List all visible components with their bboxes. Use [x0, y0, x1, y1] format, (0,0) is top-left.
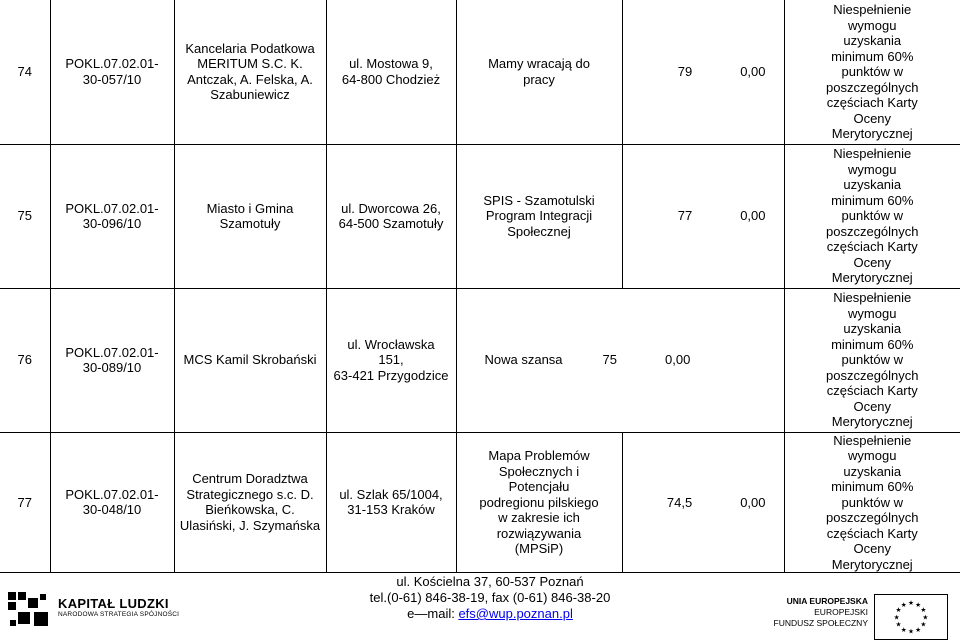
applicant-address — [326, 288, 456, 432]
points-value: 74,5 — [666, 494, 693, 510]
project-title — [456, 432, 622, 573]
eu-logo — [760, 594, 956, 642]
kapital-ludzki-title: KAPITAŁ LUDZKI — [58, 596, 169, 611]
kapital-ludzki-subtitle: NARODOWA STRATEGIA SPÓJNOŚCI — [58, 611, 180, 618]
project-title-line: Społecznej — [507, 223, 571, 239]
applicant-address-line: 31-153 Kraków — [347, 502, 435, 518]
project-title-line: SPIS - Szamotulski — [483, 192, 595, 208]
rejection-reason-line: poszczególnych — [826, 367, 919, 383]
project-code-line: 30-048/10 — [82, 502, 142, 518]
applicant-address-line: 151, — [378, 352, 404, 368]
row-number: 76 — [0, 288, 50, 432]
eu-star-icon: ★ — [893, 614, 900, 622]
project-title — [456, 144, 622, 288]
rejection-reason — [784, 0, 960, 144]
project-title-line: Mamy wracają do — [488, 56, 590, 72]
rejection-reason-line: Oceny — [853, 541, 892, 556]
amount-value: 0,00 — [740, 208, 766, 224]
rejection-reason-line: uzyskania — [843, 463, 902, 479]
eu-flag-icon — [874, 594, 948, 640]
rejection-reason-line: punktów w — [841, 208, 903, 224]
applicant-name-line: Szabuniewicz — [210, 87, 290, 103]
eu-star-icon: ★ — [900, 626, 907, 634]
applicant-name — [174, 144, 326, 288]
email-line — [300, 606, 680, 622]
applicant-name — [174, 432, 326, 573]
rejection-reason-line: częściach Karty — [826, 525, 918, 541]
rejection-reason — [784, 432, 960, 573]
applicant-name — [174, 0, 326, 144]
rejection-reason-line: Oceny — [853, 398, 892, 414]
project-code-line: 30-057/10 — [82, 71, 142, 87]
project-title-line: Program Integracji — [485, 208, 593, 224]
rejection-reason-line: minimum 60% — [831, 336, 914, 352]
project-code-line: 30-089/10 — [82, 360, 142, 375]
table-row — [0, 432, 960, 573]
applicant-address-line: 64-800 Chodzież — [341, 71, 441, 87]
applicant-address — [326, 432, 456, 573]
rejection-reason — [784, 144, 960, 288]
email-label: e—mail: — [407, 606, 459, 621]
eu-star-icon: ★ — [908, 600, 914, 608]
rejection-reason-line: wymogu — [848, 17, 897, 33]
project-code-line: 30-096/10 — [82, 216, 142, 231]
points-amount — [622, 432, 784, 573]
project-title-line: Mapa Problemów — [488, 448, 590, 463]
project-title-line: pracy — [523, 71, 555, 87]
rejection-reason-line: Oceny — [853, 254, 892, 270]
phone-fax: tel.(0-61) 846-38-19, fax (0-61) 846-38-20 — [369, 590, 611, 605]
rejection-reason-line: poszczególnych — [826, 510, 919, 525]
rejection-reason-line: wymogu — [848, 448, 897, 463]
applicant-name-line: MCS Kamil Skrobański — [183, 352, 317, 368]
eu-star-icon: ★ — [922, 614, 929, 622]
applicant-name-line: Kancelaria Podatkowa — [185, 40, 315, 56]
rejection-reason-line: punktów w — [841, 352, 903, 368]
row-number: 75 — [0, 144, 50, 288]
applicant-name-line: Antczak, A. Felska, A. — [187, 71, 313, 87]
rejection-reason-line: Niespełnienie — [833, 290, 912, 306]
street-address: ul. Kościelna 37, 60-537 Poznań — [396, 574, 584, 589]
applicant-address-line: 64-500 Szamotuły — [338, 216, 444, 231]
amount-value: 0,00 — [740, 494, 766, 510]
applicant-address-line: ul. Szlak 65/1004, — [339, 486, 443, 502]
eu-logo-line-3: FUNDUSZ SPOŁECZNY — [773, 618, 868, 628]
applicant-address-line: ul. Wrocławska — [347, 336, 435, 352]
project-title-line: (MPSiP) — [514, 541, 564, 556]
rejection-reason-line: Merytorycznej — [831, 270, 913, 286]
project-title — [456, 0, 622, 144]
project-title-line: Społecznych i — [498, 463, 580, 479]
rejection-reason-line: Niespełnienie — [833, 146, 912, 162]
contact-address — [300, 574, 680, 622]
rejection-reason-line: minimum 60% — [831, 48, 914, 64]
project-code — [50, 144, 174, 288]
project-code-line: POKL.07.02.01- — [65, 200, 159, 216]
table-row — [0, 144, 960, 288]
applicant-address — [326, 0, 456, 144]
applicant-name-line: MERITUM S.C. K. — [197, 56, 303, 72]
kapital-ludzki-logo — [6, 590, 186, 638]
eu-star-icon: ★ — [908, 628, 914, 636]
email-link[interactable]: efs@wup.poznan.pl — [458, 606, 573, 621]
rejection-reason-line: częściach Karty — [826, 239, 918, 255]
eu-star-icon: ★ — [900, 601, 907, 609]
rejection-reason-line: częściach Karty — [826, 95, 918, 110]
rejection-reason-line: minimum 60% — [831, 479, 914, 494]
applicant-address-line: 63-421 Przygodzice — [333, 367, 449, 383]
applicant-address-line: ul. Mostowa 9, — [349, 56, 433, 72]
rejection-reason-line: punktów w — [841, 494, 903, 510]
rejection-reason-line: Merytorycznej — [831, 414, 913, 430]
points-amount — [622, 144, 784, 288]
eu-star-icon: ★ — [915, 601, 922, 609]
applicant-name-line: Centrum Doradztwa — [192, 471, 308, 487]
rejection-reason-line: uzyskania — [843, 33, 902, 48]
table-row — [0, 0, 960, 144]
eu-logo-line-2: EUROPEJSKI — [814, 607, 868, 617]
applicant-name — [174, 288, 326, 432]
rejection-reason-line: poszczególnych — [826, 223, 919, 239]
applicant-name-line: Miasto i Gmina — [206, 200, 294, 216]
applicant-address — [326, 144, 456, 288]
points-value: 75 — [602, 352, 618, 368]
rejection-reason-line: punktów w — [841, 64, 903, 79]
applicant-name-line: Ulasiński, J. Szymańska — [179, 517, 321, 533]
project-title-line: w zakresie ich — [498, 510, 580, 525]
eu-logo-line-1: UNIA EUROPEJSKA — [786, 596, 868, 606]
points-value: 79 — [677, 64, 693, 79]
eu-star-icon: ★ — [895, 621, 902, 629]
applicant-name-line: Bieńkowska, C. — [205, 502, 295, 518]
row-number: 74 — [0, 0, 50, 144]
row-number: 77 — [0, 432, 50, 573]
applicant-name-line: Szamotuły — [219, 216, 281, 231]
rejection-reason-line: Merytorycznej — [831, 556, 913, 572]
rejection-reason-line: wymogu — [848, 161, 897, 177]
project-code-line: POKL.07.02.01- — [65, 486, 159, 502]
rejection-reason-line: uzyskania — [843, 321, 902, 337]
project-title-line: Potencjału — [508, 479, 570, 494]
rejection-reason-line: częściach Karty — [826, 383, 918, 399]
eu-star-icon: ★ — [920, 621, 927, 629]
table-row — [0, 288, 960, 432]
project-code — [50, 288, 174, 432]
kapital-ludzki-emblem-icon — [6, 590, 52, 634]
rejection-reason-line: Oceny — [853, 110, 892, 126]
applicant-name-line: Strategicznego s.c. D. — [186, 486, 314, 502]
project-code — [50, 0, 174, 144]
amount-value: 0,00 — [740, 64, 766, 79]
eu-star-icon: ★ — [915, 626, 922, 634]
rejection-reason-line: wymogu — [848, 305, 897, 321]
rejection-reason-line: minimum 60% — [831, 192, 914, 208]
project-code-line: POKL.07.02.01- — [65, 56, 159, 72]
title-and-values — [456, 288, 784, 432]
eu-star-icon: ★ — [920, 607, 927, 615]
rejection-reason-line: Niespełnienie — [833, 2, 912, 17]
project-code — [50, 432, 174, 573]
project-title-line: podregionu pilskiego — [479, 494, 599, 510]
points-value: 77 — [677, 208, 693, 224]
rejection-reason — [784, 288, 960, 432]
points-amount — [622, 0, 784, 144]
amount-value: 0,00 — [665, 352, 691, 368]
rejection-reason-line: Merytorycznej — [831, 126, 913, 141]
project-title: Nowa szansa — [484, 352, 563, 368]
applicant-address-line: ul. Dworcowa 26, — [341, 200, 441, 216]
rejection-reason-line: uzyskania — [843, 177, 902, 193]
project-code-line: POKL.07.02.01- — [65, 344, 159, 360]
eu-star-icon: ★ — [895, 607, 902, 615]
rejection-reason-line: poszczególnych — [826, 79, 919, 95]
page-footer — [0, 572, 960, 642]
rejection-reason-line: Niespełnienie — [833, 432, 912, 448]
project-title-line: rozwiązywania — [496, 525, 582, 541]
